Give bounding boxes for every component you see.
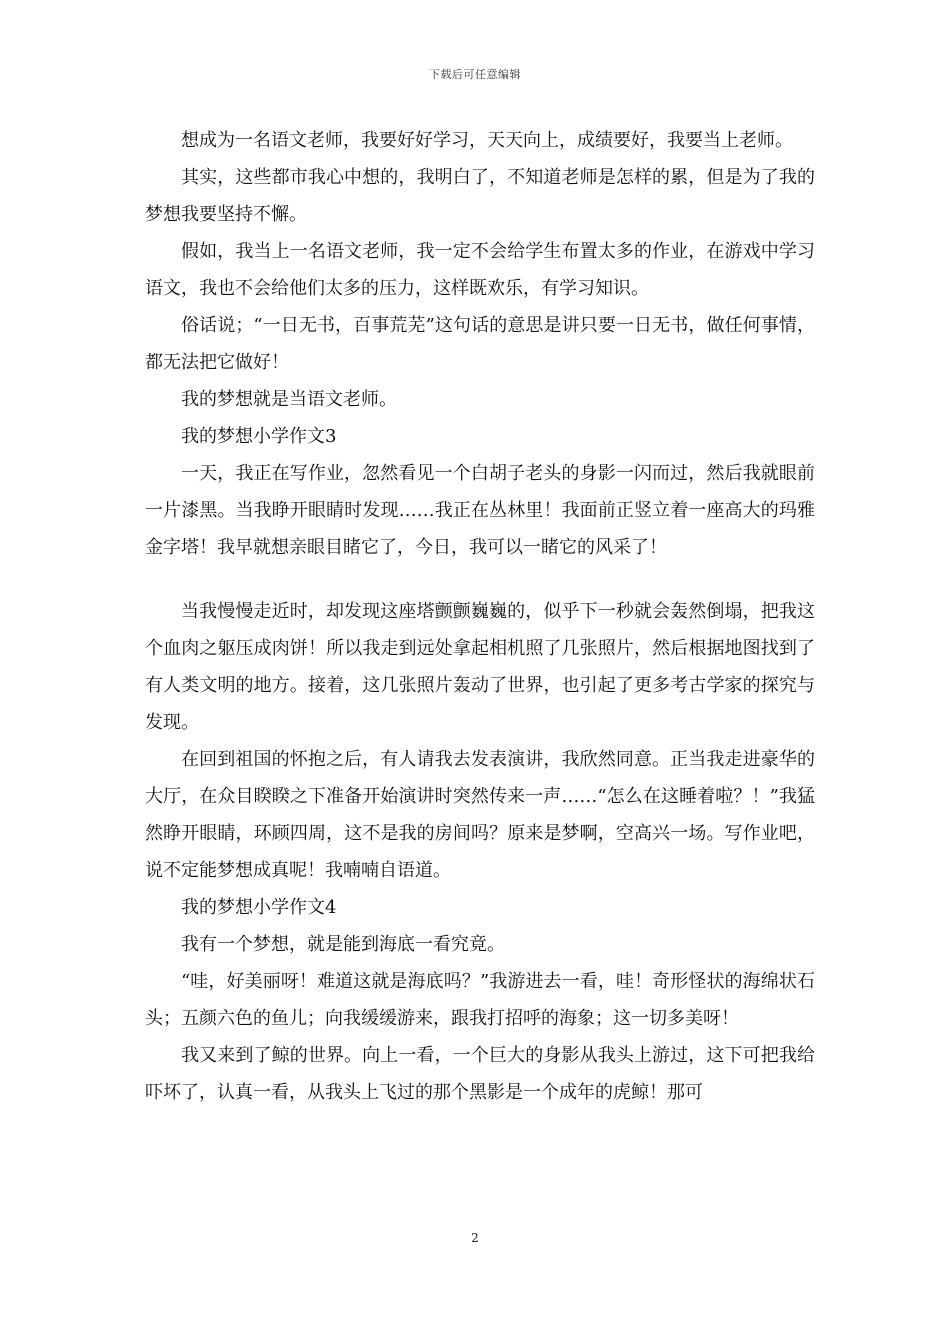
paragraph: “哇，好美丽呀！难道这就是海底吗？”我游进去一看，哇！奇形怪状的海绵状石头；五颜六色的鱼儿；向我缓缓游来，跟我打招呼的海象；这一切多美呀！ xyxy=(145,971,815,1029)
paragraph: 当我慢慢走近时，却发现这座塔颤颤巍巍的，似乎下一秒就会轰然倒塌，把我这个血肉之躯压成肉饼！所以我走到远处拿起相机照了几张照片，然后根据地图找到了有人类文明的地方。接着，这几张照片轰动了世界，也引起了更多考古学家的探究与发现。 xyxy=(145,601,815,733)
document-body xyxy=(145,122,815,1111)
page-header: 下载后可任意编辑 xyxy=(429,68,521,81)
paragraph: 一天，我正在写作业，忽然看见一个白胡子老头的身影一闪而过，然后我就眼前一片漆黑。当我睁开眼睛时发现……我正在丛林里！我面前正竖立着一座高大的玛雅金字塔！我早就想亲眼目睹它了，今日，我可以一睹它的风采了！ xyxy=(145,463,815,558)
page-number: 2 xyxy=(471,1231,479,1245)
paragraph: 我又来到了鲸的世界。向上一看，一个巨大的身影从我头上游过，这下可把我给吓坏了，认真一看，从我头上飞过的那个黑影是一个成年的虎鲸！那可 xyxy=(145,1045,815,1103)
paragraph: 我有一个梦想，就是能到海底一看究竟。 xyxy=(181,934,505,955)
paragraph: 假如，我当上一名语文老师，我一定不会给学生布置太多的作业，在游戏中学习语文，我也不会给他们太多的压力，这样既欢乐，有学习知识。 xyxy=(145,241,815,299)
section-heading: 我的梦想小学作文4 xyxy=(181,897,337,918)
paragraph: 想成为一名语文老师，我要好好学习，天天向上，成绩要好，我要当上老师。 xyxy=(181,130,793,151)
paragraph: 其实，这些都市我心中想的，我明白了，不知道老师是怎样的累，但是为了我的梦想我要坚持不懈。 xyxy=(145,167,815,225)
paragraph: 俗话说；“一日无书，百事荒芜”这句话的意思是讲只要一日无书，做任何事情，都无法把它做好！ xyxy=(145,315,815,373)
paragraph-spacer xyxy=(145,566,815,593)
section-heading: 我的梦想小学作文3 xyxy=(181,426,337,447)
paragraph: 我的梦想就是当语文老师。 xyxy=(181,389,397,410)
paragraph: 在回到祖国的怀抱之后，有人请我去发表演讲，我欣然同意。正当我走进豪华的大厅，在众目睽睽之下准备开始演讲时突然传来一声……“怎么在这睡着啦？！”我猛然睁开眼睛，环顾四周，这不是我的房间吗？原来是梦啊，空高兴一场。写作业吧，说不定能梦想成真呢！我喃喃自语道。 xyxy=(145,749,815,881)
